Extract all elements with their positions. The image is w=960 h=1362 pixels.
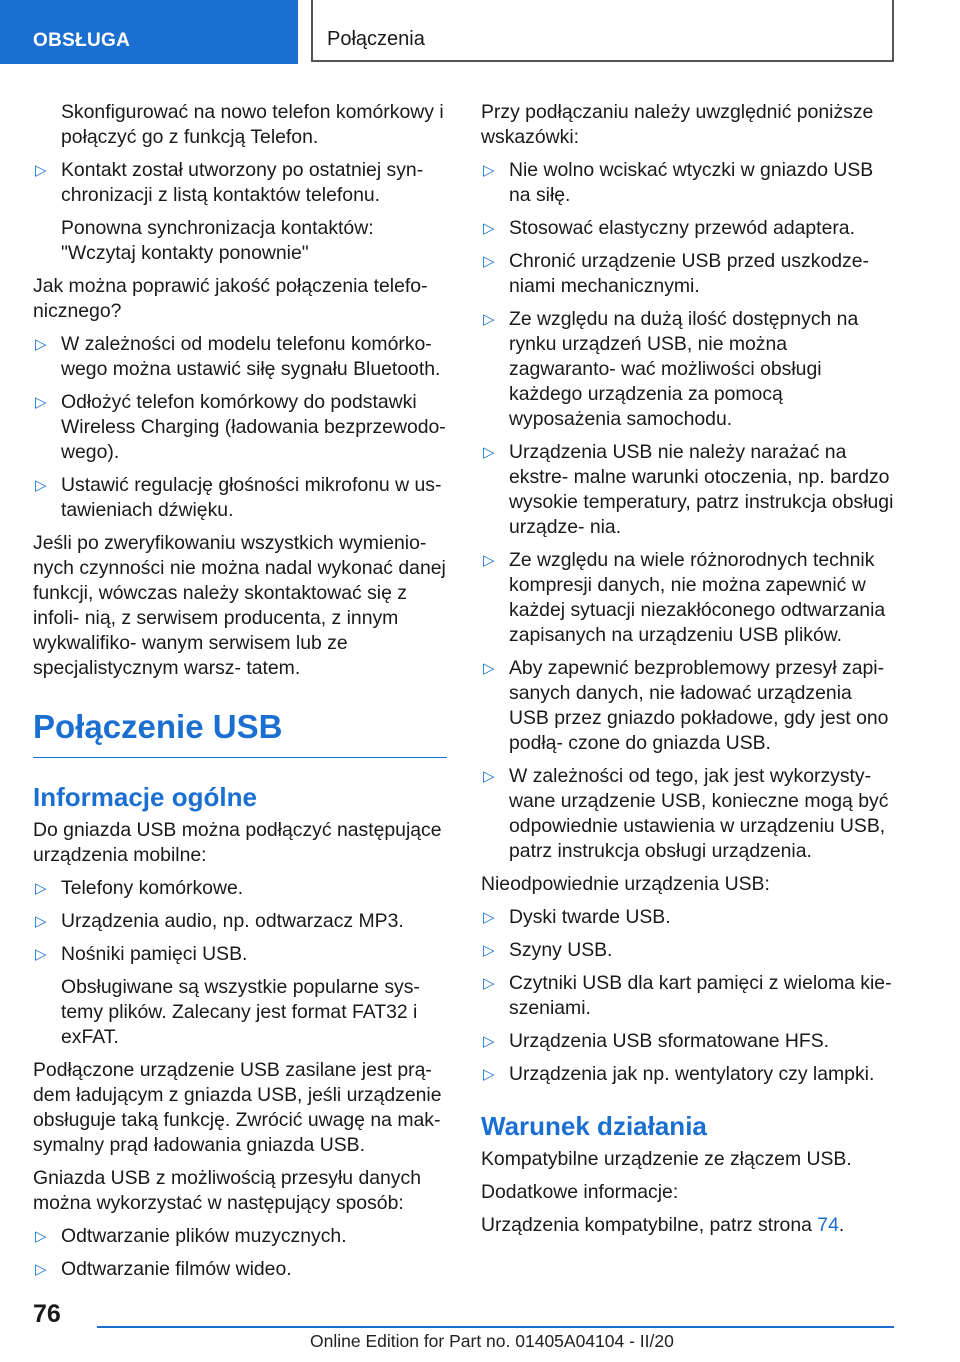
list-item: ▷ Aby zapewnić bezproblemowy przesył zapi- sanych danych, nie ładować urządzenia USB przez gniazdo pokładowe, gdy jest ono podłą- czone do gniazda USB.	[483, 657, 889, 754]
triangle-bullet-icon: ▷	[483, 311, 495, 328]
paragraph: Gniazda USB z możliwością przesyłu danych można wykorzystać w następujący sposób:	[33, 1167, 421, 1214]
list-item: ▷ Odtwarzanie filmów wideo.	[35, 1258, 292, 1280]
triangle-bullet-icon: ▷	[483, 768, 495, 785]
paragraph-reference: Urządzenia kompatybilne, patrz strona 74.	[481, 1214, 845, 1236]
chapter-title: Połączenia	[327, 28, 425, 50]
hints-list	[481, 158, 895, 864]
triangle-bullet-icon: ▷	[483, 552, 495, 569]
quality-list	[33, 332, 447, 523]
triangle-bullet-icon: ▷	[483, 162, 495, 179]
triangle-bullet-icon: ▷	[35, 913, 47, 930]
list-item: ▷ Odłożyć telefon komórkowy do podstawki Wireless Charging (ładowania bezprzewodo- wego).	[35, 391, 446, 463]
list-item: ▷ W zależności od modelu telefonu komórko- wego można ustawić siłę sygnału Bluetooth.	[35, 333, 441, 380]
triangle-bullet-icon: ▷	[35, 880, 47, 897]
list-item: ▷ Czytniki USB dla kart pamięci z wieloma kie- szeniami.	[483, 972, 892, 1019]
list-item: ▷ Urządzenia USB sformatowane HFS.	[483, 1030, 830, 1052]
paragraph: Nieodpowiednie urządzenia USB:	[481, 873, 770, 895]
footer-edition: Online Edition for Part no. 01405A04104 - II/20	[310, 1331, 674, 1351]
triangle-bullet-icon: ▷	[483, 1033, 495, 1050]
triangle-bullet-icon: ▷	[483, 975, 495, 992]
sub-paragraph: Ponowna synchronizacja kontaktów: "Wczytaj kontakty ponownie"	[61, 217, 374, 264]
triangle-bullet-icon: ▷	[483, 444, 495, 461]
triangle-bullet-icon: ▷	[35, 336, 47, 353]
footer-divider	[97, 1326, 894, 1328]
sub-paragraph: Obsługiwane są wszystkie popularne sys- temy plików. Zalecany jest format FAT32 i exFAT.	[61, 976, 420, 1048]
list-item: ▷ Szyny USB.	[483, 939, 613, 961]
paragraph: Do gniazda USB można podłączyć następujące urządzenia mobilne:	[33, 819, 442, 866]
list-item: ▷ Ze względu na wiele różnorodnych technik kompresji danych, nie można zapewnić w każdej sytuacji niezakłóconego odtwarzania zapisanych na urządzeniu USB plików.	[483, 549, 886, 646]
triangle-bullet-icon: ▷	[35, 162, 47, 179]
triangle-bullet-icon: ▷	[35, 477, 47, 494]
sub-paragraph: Skonfigurować na nowo telefon komórkowy i połączyć go z funkcją Telefon.	[61, 101, 444, 148]
triangle-bullet-icon: ▷	[483, 1066, 495, 1083]
paragraph: Przy podłączaniu należy uwzględnić poniższe wskazówki:	[481, 101, 874, 148]
chapter-header	[311, 0, 894, 62]
section-heading: Połączenie USB	[33, 707, 447, 758]
triangle-bullet-icon: ▷	[483, 909, 495, 926]
paragraph-question: Jak można poprawić jakość połączenia telefo- nicznego?	[33, 275, 428, 322]
list-item: ▷ Chronić urządzenie USB przed uszkodze- niami mechanicznymi.	[483, 250, 869, 297]
paragraph: Kompatybilne urządzenie ze złączem USB.	[481, 1148, 852, 1170]
list-item: ▷ Odtwarzanie plików muzycznych.	[35, 1225, 347, 1247]
paragraph: Jeśli po zweryfikowaniu wszystkich wymienio- nych czynności nie można nadal wykonać danej funkcji, wówczas należy skontaktować się z infoli- nią, z serwisem producenta, z innym wykwalifiko- wanym serwisem lub ze specjalistycznym warsz- tatem.	[33, 532, 446, 679]
right-column	[481, 100, 895, 1246]
list-item: ▷ W zależności od tego, jak jest wykorzysty- wane urządzenie USB, konieczne mogą być odpowiednie ustawienia w urządzeniu USB, patrz instrukcja obsługi urządzenia.	[483, 765, 889, 862]
section-label: OBSŁUGA	[33, 30, 131, 51]
triangle-bullet-icon: ▷	[483, 660, 495, 677]
unsuitable-list	[481, 905, 895, 1087]
list-item: ▷ Urządzenia jak np. wentylatory czy lampki.	[483, 1063, 875, 1085]
subsection-heading: Informacje ogólne	[33, 782, 257, 812]
triangle-bullet-icon: ▷	[483, 253, 495, 270]
triangle-bullet-icon: ▷	[35, 1228, 47, 1245]
list-item: ▷ Urządzenia USB nie należy narażać na ekstre- malne warunki otoczenia, np. bardzo wysokie temperatury, patrz instrukcja obsługi urządze- nia.	[483, 441, 894, 538]
paragraph: Dodatkowe informacje:	[481, 1181, 679, 1203]
devices-list	[33, 876, 447, 967]
section-tab	[0, 0, 298, 64]
list-item: ▷ Nie wolno wciskać wtyczki w gniazdo USB na siłę.	[483, 159, 874, 206]
triangle-bullet-icon: ▷	[483, 942, 495, 959]
list-item: ▷ Ze względu na dużą ilość dostępnych na rynku urządzeń USB, nie można zagwaranto- wać możliwości obsługi każdego urządzenia za pomocą wyposażenia samochodu.	[483, 308, 859, 430]
list-item: ▷ Kontakt został utworzony po ostatniej syn- chronizacji z listą kontaktów telefonu.	[35, 159, 424, 206]
triangle-bullet-icon: ▷	[483, 220, 495, 237]
triangle-bullet-icon: ▷	[35, 394, 47, 411]
list-item: ▷ Telefony komórkowe.	[35, 877, 244, 899]
triangle-bullet-icon: ▷	[35, 946, 47, 963]
subsection-heading: Warunek działania	[481, 1111, 707, 1141]
page-number: 76	[33, 1300, 61, 1328]
list-item: ▷ Nośniki pamięci USB.	[35, 943, 248, 965]
list-item: ▷ Dyski twarde USB.	[483, 906, 671, 928]
list-item: ▷ Ustawić regulację głośności mikrofonu w us- tawieniach dźwięku.	[35, 474, 442, 521]
list-item: ▷ Stosować elastyczny przewód adaptera.	[483, 217, 855, 239]
uses-list	[33, 1224, 447, 1282]
triangle-bullet-icon: ▷	[35, 1261, 47, 1278]
left-column	[33, 100, 447, 1290]
page-link[interactable]: 74	[817, 1214, 839, 1236]
paragraph: Podłączone urządzenie USB zasilane jest prą- dem ładującym z gniazda USB, jeśli urządzenie obsługuje taką funkcję. Zwrócić uwagę na mak- symalny prąd ładowania gniazda USB.	[33, 1059, 442, 1156]
list-item: ▷ Urządzenia audio, np. odtwarzacz MP3.	[35, 910, 404, 932]
